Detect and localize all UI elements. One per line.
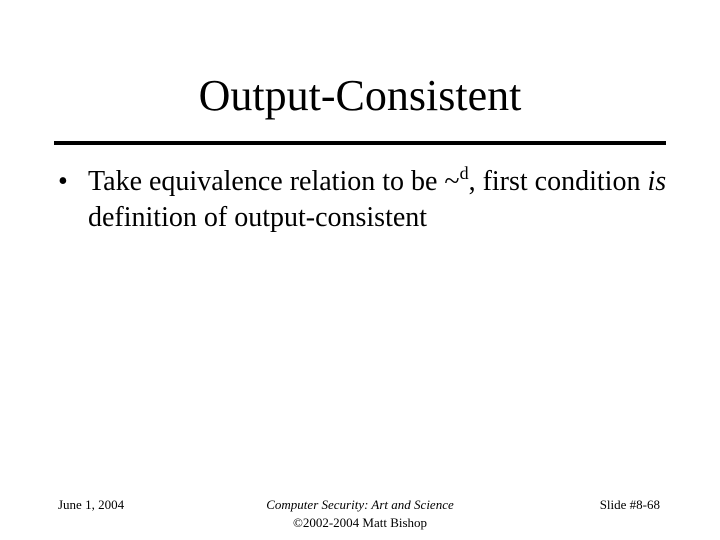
slide-title: Output-Consistent [198, 71, 522, 120]
footer-copyright: ©2002-2004 Matt Bishop [292, 515, 428, 530]
bullet-item [58, 164, 678, 236]
emphasis-is: is [647, 166, 667, 197]
bullet-text-part-1: Take equivalence relation to be ~ [88, 166, 460, 197]
bullet-text-part-3: definition of output-consistent [88, 202, 428, 233]
footer-center [200, 496, 520, 532]
bullet-list [58, 164, 678, 236]
title-divider [54, 141, 666, 145]
footer-slide-number: Slide #8-68 [599, 497, 660, 512]
superscript-d: d [459, 163, 469, 183]
footer-date: June 1, 2004 [58, 497, 125, 512]
bullet-marker: • [58, 166, 68, 197]
bullet-text-part-2: , first condition [468, 166, 648, 197]
footer-book-title: Computer Security: Art and Science [266, 497, 454, 512]
